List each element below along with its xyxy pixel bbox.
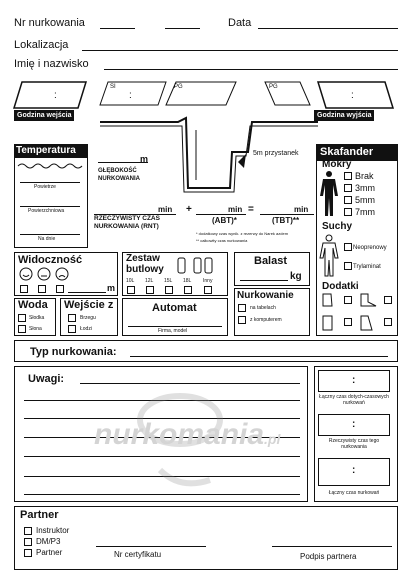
watermark-text: nurkomania (94, 418, 265, 451)
extras-socks-checkbox[interactable] (384, 318, 392, 326)
drysuit-neoprene-label: Neoprenowy (353, 245, 387, 251)
wetsuit-5mm-checkbox[interactable] (344, 196, 352, 204)
rnt-label-2: NURKOWANIA (RNT) (94, 223, 159, 230)
dive-number-label: Nr nurkowania (14, 17, 85, 29)
si-colon[interactable]: : (129, 90, 132, 101)
dive-number-line[interactable] (100, 28, 135, 29)
entry-time-label: Godzina wejścia (14, 110, 74, 121)
ballast-unit: kg (290, 271, 302, 282)
location-line[interactable] (82, 50, 398, 51)
location-label: Lokalizacja (14, 39, 69, 51)
date-label: Data (228, 17, 252, 29)
rnt-label-1: RZECZYWISTY CZAS (94, 215, 160, 222)
visibility-faces-icon (18, 266, 78, 282)
total-before-colon: : (352, 375, 356, 386)
entry-shore-label: Brzegu (80, 315, 96, 321)
entry-boat-label: Łodzi (80, 326, 92, 332)
partner-partner-label: Partner (36, 548, 63, 557)
surface-temp-line[interactable] (20, 206, 80, 207)
tank-size-10: 10L (126, 278, 135, 284)
tank-18-checkbox[interactable] (184, 286, 192, 294)
visibility-bad-checkbox[interactable] (56, 285, 64, 293)
dive-mode-tables-checkbox[interactable] (238, 304, 246, 312)
dive-type-line[interactable] (130, 356, 388, 357)
regulator-sublabel: Firma, model (158, 328, 188, 334)
tank-icon (176, 254, 222, 274)
regulator-title: Automat (152, 302, 197, 314)
tank-12-checkbox[interactable] (146, 286, 154, 294)
extras-hood-checkbox[interactable] (344, 296, 352, 304)
bottom-temp-label: Na dnie (38, 236, 56, 242)
tank-15-checkbox[interactable] (165, 286, 173, 294)
wetsuit-icon (318, 170, 340, 218)
dive-mode-title: Nurkowanie (237, 290, 294, 301)
name-label: Imię i nazwisko (14, 58, 89, 70)
wave-icon (16, 160, 86, 174)
visibility-good-checkbox[interactable] (20, 285, 28, 293)
si-label: SI (110, 84, 116, 90)
partner-dm-label: DM/P3 (36, 537, 61, 546)
tbt-line[interactable] (260, 214, 314, 215)
visibility-line[interactable] (68, 292, 106, 293)
wetsuit-none-label: Brak (355, 171, 374, 181)
depth-unit: m (140, 154, 149, 164)
air-temp-label: Powietrze (34, 184, 56, 190)
water-title: Woda (18, 299, 48, 311)
this-dive-label: Rzeczywisty czas tego nurkowania (328, 438, 380, 450)
drysuit-trilaminate-label: Trylaminat (353, 264, 381, 270)
water-fresh-checkbox[interactable] (18, 314, 26, 322)
signature-label: Podpis partnera (300, 552, 357, 561)
dive-type-title: Typ nurkowania: (30, 346, 117, 358)
tbt-label: (TBT)** (272, 216, 300, 225)
cert-number-line[interactable] (96, 546, 206, 547)
accessories-icons (320, 292, 394, 332)
plus-sign: + (186, 204, 192, 215)
depth-label-1: GŁĘBOKOŚĆ (98, 168, 137, 174)
tank-other-checkbox[interactable] (204, 286, 212, 294)
tbt-min: min (294, 205, 309, 214)
entry-title: Wejście z (64, 299, 114, 311)
drysuit-neoprene-checkbox[interactable] (344, 243, 352, 251)
total-after-label: Łączny czas nurkowań (328, 490, 380, 496)
extras-title: Dodatki (322, 281, 359, 292)
watermark (94, 420, 280, 450)
drysuit-title: Suchy (322, 221, 353, 232)
ballast-title: Balast (254, 255, 288, 267)
rnt-min: min (158, 205, 173, 214)
abt-note: * dodatkowy czas wynik. z rezerwy do Narek azdem (196, 231, 289, 236)
ballast-line[interactable] (240, 280, 288, 281)
abt-min: min (228, 205, 243, 214)
visibility-mid-checkbox[interactable] (38, 285, 46, 293)
dive-mode-computer-label: z komputerem (250, 317, 282, 323)
water-salt-checkbox[interactable] (18, 325, 26, 333)
suit-title: Skafander (316, 144, 398, 161)
partner-partner-checkbox[interactable] (24, 549, 32, 557)
dive-number-line-2[interactable] (165, 28, 200, 29)
cert-number-label: Nr certyfikatu (114, 550, 162, 559)
entry-boat-checkbox[interactable] (68, 325, 76, 333)
wetsuit-none-checkbox[interactable] (344, 172, 352, 180)
visibility-unit: m (107, 283, 116, 293)
dive-mode-tables-label: na tabelach (250, 305, 276, 311)
watermark-tld: .pl (264, 431, 281, 447)
depth-label-2: NURKOWANIA (98, 176, 140, 182)
water-salt-label: Słona (29, 326, 42, 332)
pg-label-2: PG (269, 84, 278, 90)
bottom-temp-line[interactable] (20, 234, 80, 235)
regulator-line[interactable] (128, 326, 222, 327)
partner-instructor-checkbox[interactable] (24, 527, 32, 535)
this-dive-colon: : (352, 419, 356, 430)
temperature-title: Temperatura (14, 144, 88, 158)
extras-gloves-checkbox[interactable] (344, 318, 352, 326)
entry-shore-checkbox[interactable] (68, 314, 76, 322)
surface-temp-label: Powierzchniowa (28, 208, 65, 214)
signature-line[interactable] (272, 546, 392, 547)
abt-label: (ABT)* (212, 216, 237, 225)
partner-dm-checkbox[interactable] (24, 538, 32, 546)
notes-title: Uwagi: (28, 373, 65, 385)
wetsuit-5mm-label: 5mm (355, 195, 375, 205)
exit-time-colon[interactable]: : (351, 90, 354, 101)
wetsuit-title: Mokry (322, 159, 352, 170)
tank-size-15: 15L (164, 278, 173, 284)
tanks-title-2: butlowy (126, 264, 164, 275)
wetsuit-7mm-label: 7mm (355, 207, 375, 217)
safety-stop-label: 5m przystanek (253, 150, 299, 157)
tank-size-12: 12L (145, 278, 154, 284)
tanks-title-1: Zestaw (126, 253, 160, 264)
partner-instructor-label: Instruktor (36, 526, 70, 535)
wetsuit-3mm-label: 3mm (355, 183, 375, 193)
total-before-label: Łączny czas dotych-czasowych nurkowań (319, 394, 389, 406)
date-line[interactable] (258, 28, 398, 29)
wetsuit-3mm-checkbox[interactable] (344, 184, 352, 192)
abt-line[interactable] (196, 214, 246, 215)
water-fresh-label: Słodka (29, 315, 45, 321)
drysuit-icon (318, 234, 340, 278)
exit-time-label: Godzina wyjścia (314, 110, 374, 121)
total-after-colon: : (352, 465, 356, 476)
drysuit-trilaminate-checkbox[interactable] (344, 262, 352, 270)
entry-time-colon[interactable]: : (54, 90, 57, 101)
tbt-note: ** całkowity czas nurkowania (196, 238, 248, 243)
tank-size-18: 18L (183, 278, 192, 284)
dive-mode-computer-checkbox[interactable] (238, 316, 246, 324)
wetsuit-7mm-checkbox[interactable] (344, 208, 352, 216)
tank-10-checkbox[interactable] (127, 286, 135, 294)
equals-sign: = (248, 204, 254, 215)
air-temp-line[interactable] (20, 182, 80, 183)
extras-boots-checkbox[interactable] (384, 296, 392, 304)
visibility-title: Widoczność (18, 254, 83, 266)
pg-label-1: PG (174, 84, 183, 90)
tank-size-other: Inny (203, 278, 213, 284)
partner-title: Partner (20, 509, 59, 521)
